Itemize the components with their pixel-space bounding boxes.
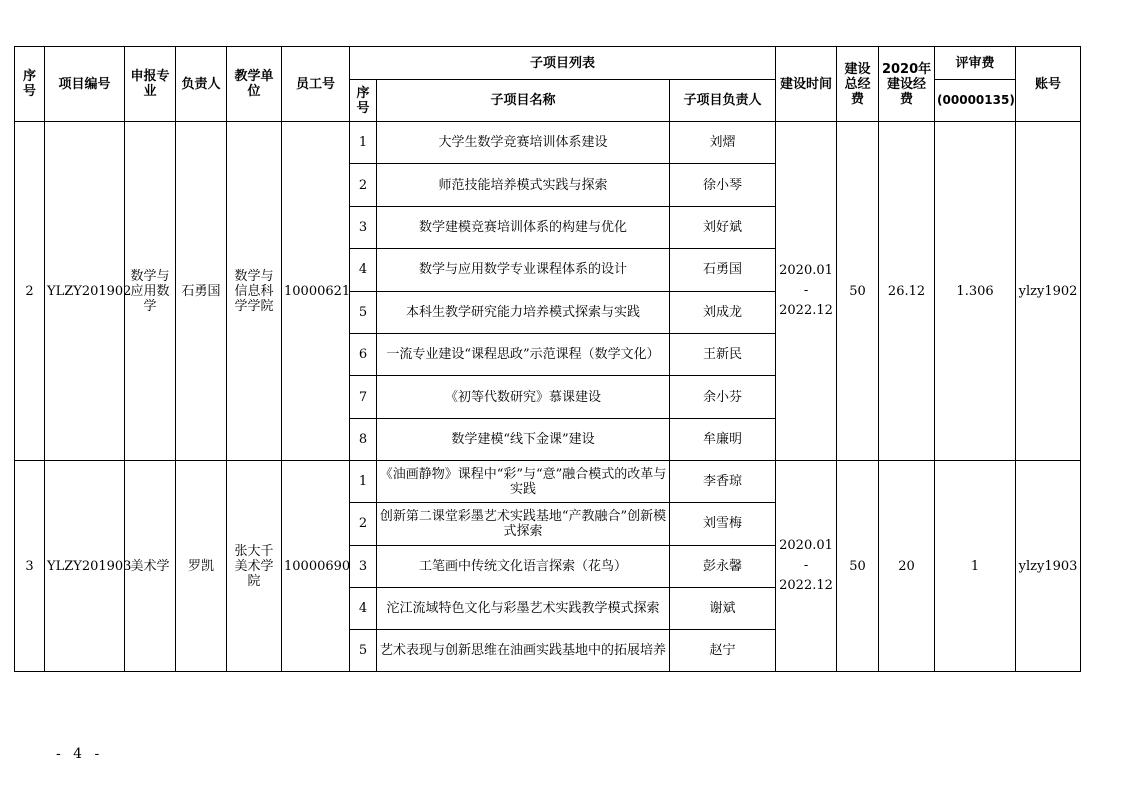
page-number: - 4 - — [56, 746, 104, 762]
table-row — [15, 461, 1081, 503]
sub-name: 大学生数学竞赛培训体系建设 — [377, 122, 670, 164]
project-account: ylzy1903 — [1016, 461, 1081, 672]
table-body — [15, 122, 1081, 672]
sub-seq: 6 — [350, 333, 377, 375]
project-fund-2020: 26.12 — [879, 122, 935, 461]
sub-seq: 5 — [350, 291, 377, 333]
project-leader: 石勇国 — [176, 122, 227, 461]
header-fund-2020: 2020年建设经费 — [879, 47, 935, 122]
sub-seq: 4 — [350, 587, 377, 629]
sub-seq: 1 — [350, 122, 377, 164]
sub-seq: 2 — [350, 503, 377, 545]
sub-leader: 彭永馨 — [670, 545, 776, 587]
header-total-fund: 建设总经费 — [837, 47, 879, 122]
period-end: 2022.12 — [779, 578, 833, 594]
sub-leader: 刘熠 — [670, 122, 776, 164]
sub-leader: 刘成龙 — [670, 291, 776, 333]
header-review-fee: 评审费 — [935, 47, 1016, 80]
header-leader: 负责人 — [176, 47, 227, 122]
project-review-fee: 1.306 — [935, 122, 1016, 461]
sub-leader: 王新民 — [670, 333, 776, 375]
project-table — [14, 46, 1081, 672]
sub-name: 艺术表现与创新思维在油画实践基地中的拓展培养 — [377, 629, 670, 671]
header-major: 申报专业 — [125, 47, 176, 122]
header-subproject-list: 子项目列表 — [350, 47, 776, 80]
sub-name: 沱江流域特色文化与彩墨艺术实践教学模式探索 — [377, 587, 670, 629]
project-account: ylzy1902 — [1016, 122, 1081, 461]
period-end: 2022.12 — [779, 303, 833, 319]
sub-seq: 7 — [350, 376, 377, 418]
period-start: 2020.01 — [779, 538, 833, 554]
header-unit: 教学单位 — [227, 47, 282, 122]
period-sep: - — [803, 558, 809, 574]
sub-name: 创新第二课堂彩墨艺术实践基地“产教融合”创新模式探索 — [377, 503, 670, 545]
sub-name: 数学建模“线下金课”建设 — [377, 418, 670, 460]
project-review-fee: 1 — [935, 461, 1016, 672]
period-sep: - — [803, 283, 809, 299]
sub-seq: 3 — [350, 545, 377, 587]
sub-leader: 牟廉明 — [670, 418, 776, 460]
sub-leader: 徐小琴 — [670, 164, 776, 206]
project-major: 数学与应用数学 — [125, 122, 176, 461]
project-period — [776, 461, 837, 672]
header-sub-seq: 序号 — [350, 80, 377, 122]
sub-seq: 3 — [350, 206, 377, 248]
project-period — [776, 122, 837, 461]
sub-name: 一流专业建设“课程思政”示范课程（数学文化） — [377, 333, 670, 375]
header-staff-id: 员工号 — [282, 47, 350, 122]
header-seq: 序号 — [15, 47, 45, 122]
sub-leader: 刘雪梅 — [670, 503, 776, 545]
table-row — [15, 122, 1081, 164]
sub-seq: 5 — [350, 629, 377, 671]
header-account: 账号 — [1016, 47, 1081, 122]
sub-name: 本科生教学研究能力培养模式探索与实践 — [377, 291, 670, 333]
sub-seq: 4 — [350, 249, 377, 291]
project-total-fund: 50 — [837, 461, 879, 672]
sub-leader: 李香琼 — [670, 461, 776, 503]
sub-name: 数学与应用数学专业课程体系的设计 — [377, 249, 670, 291]
sub-leader: 石勇国 — [670, 249, 776, 291]
project-code: YLZY201903 — [45, 461, 125, 672]
period-start: 2020.01 — [779, 263, 833, 279]
project-leader: 罗凯 — [176, 461, 227, 672]
project-major: 美术学 — [125, 461, 176, 672]
sub-leader: 赵宁 — [670, 629, 776, 671]
sub-name: 工笔画中传统文化语言探索（花鸟） — [377, 545, 670, 587]
sub-seq: 8 — [350, 418, 377, 460]
project-staff-id: 10000621 — [282, 122, 350, 461]
project-seq: 3 — [15, 461, 45, 672]
project-fund-2020: 20 — [879, 461, 935, 672]
sub-seq: 1 — [350, 461, 377, 503]
project-staff-id: 10000690 — [282, 461, 350, 672]
project-code: YLZY201902 — [45, 122, 125, 461]
project-unit: 张大千美术学院 — [227, 461, 282, 672]
sub-leader: 谢斌 — [670, 587, 776, 629]
header-sub-name: 子项目名称 — [377, 80, 670, 122]
sub-seq: 2 — [350, 164, 377, 206]
header-sub-leader: 子项目负责人 — [670, 80, 776, 122]
project-total-fund: 50 — [837, 122, 879, 461]
header-project-code: 项目编号 — [45, 47, 125, 122]
sub-leader: 刘好斌 — [670, 206, 776, 248]
sub-name: 《油画静物》课程中“彩”与“意”融合模式的改革与实践 — [377, 461, 670, 503]
sub-name: 师范技能培养模式实践与探索 — [377, 164, 670, 206]
project-seq: 2 — [15, 122, 45, 461]
sub-leader: 余小芬 — [670, 376, 776, 418]
sub-name: 《初等代数研究》慕课建设 — [377, 376, 670, 418]
header-review-code: (00000135) — [935, 80, 1016, 122]
header-period: 建设时间 — [776, 47, 837, 122]
project-unit: 数学与信息科学学院 — [227, 122, 282, 461]
sub-name: 数学建模竞赛培训体系的构建与优化 — [377, 206, 670, 248]
